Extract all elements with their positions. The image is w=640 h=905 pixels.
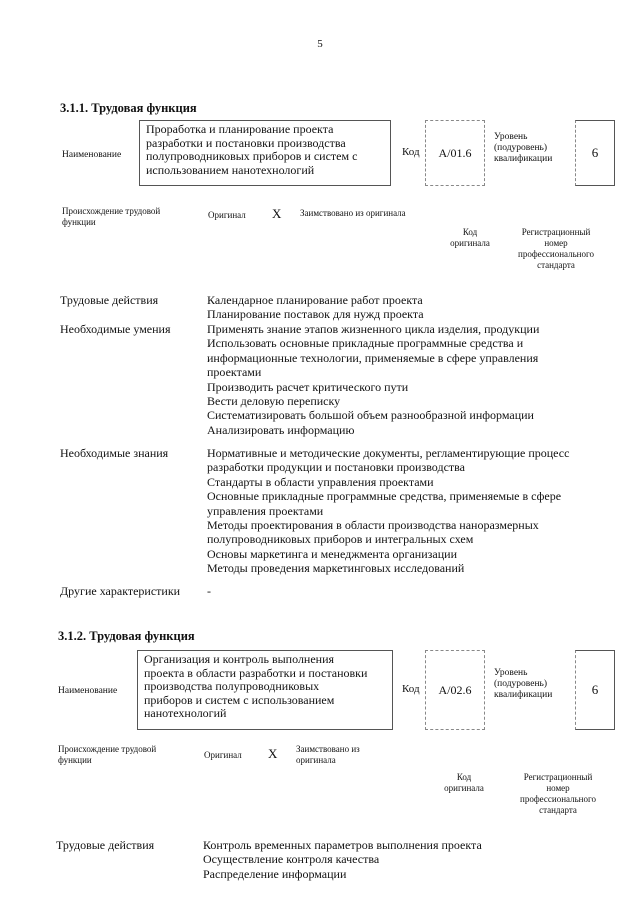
function-name-line: производства полупроводниковых	[144, 679, 320, 693]
reg-number-line: профессионального	[520, 794, 596, 804]
level-box	[575, 120, 615, 186]
level-box	[575, 650, 615, 730]
code-label: Код	[402, 683, 420, 695]
function-name-line: полупроводниковых приборов и систем с	[146, 149, 358, 163]
origin-label-line: функции	[62, 217, 96, 227]
original-mark: X	[268, 746, 278, 761]
function-name-line: использованием нанотехнологий	[146, 162, 315, 177]
row-line: Распределение информации	[203, 866, 347, 881]
row-line: Систематизировать большой объем разнообразной информации	[207, 408, 534, 423]
borrowed-label-line: Заимствовано из оригинала	[300, 208, 406, 218]
function-name-line: приборов и систем с использованием	[144, 692, 335, 707]
row-skills	[207, 322, 612, 437]
original-label: Оригинал	[204, 750, 242, 760]
original-mark: X	[272, 206, 282, 221]
origin-label-line: Происхождение трудовой	[62, 206, 161, 216]
level-label-line: Уровень	[494, 132, 528, 142]
level-label-line: (подуровень)	[494, 679, 548, 689]
level-label-line: квалификации	[494, 690, 553, 700]
level-value: 6	[591, 145, 599, 160]
row-labor-actions	[203, 838, 608, 881]
code-value: A/02.6	[438, 682, 472, 697]
row-line: полупроводниковых приборов и интегральных схем	[207, 532, 474, 547]
row-line: Вести деловую переписку	[207, 394, 341, 409]
borrowed-label-line: оригинала	[296, 755, 336, 765]
reg-number-line: Регистрационный	[523, 772, 593, 782]
row-line: Нормативные и методические документы, регламентирующие процесс	[207, 446, 570, 460]
row-line: Методы проектирования в области производства наноразмерных	[207, 518, 539, 533]
code-original-label	[438, 227, 502, 249]
borrowed-label	[300, 208, 406, 219]
original-label: Оригинал	[208, 210, 246, 220]
section-title: 3.1.2. Трудовая функция	[58, 629, 195, 643]
function-name-line: Организация и контроль выполнения	[144, 652, 335, 666]
row-line: Основные прикладные программные средства, применяемые в сфере	[207, 489, 562, 504]
level-label	[494, 132, 552, 165]
reg-number-line: номер	[544, 238, 568, 248]
row-labor-actions	[207, 293, 612, 322]
reg-number-label	[510, 772, 606, 816]
row-line: проектами	[207, 365, 262, 380]
level-label-line: (подуровень)	[494, 143, 548, 153]
row-label-labor-actions: Трудовые действия	[60, 293, 159, 307]
row-line: управления проектами	[207, 503, 324, 518]
page-number: 5	[317, 38, 323, 50]
code-original-line: Код	[462, 227, 478, 237]
reg-number-label	[508, 227, 604, 271]
code-original-line: Код	[456, 772, 472, 782]
function-name-line: Проработка и планирование проекта	[146, 122, 334, 136]
row-line: Производить расчет критического пути	[207, 379, 409, 394]
code-original-label	[432, 772, 496, 794]
row-line: -	[207, 584, 211, 598]
row-line: Применять знание этапов жизненного цикла изделия, продукции	[207, 322, 540, 336]
function-name-line: нанотехнологий	[144, 706, 227, 720]
code-label: Код	[402, 146, 420, 158]
function-name-line: разработки и постановки производства	[146, 135, 346, 150]
level-label-line: Уровень	[494, 668, 528, 678]
name-label: Наименование	[62, 150, 122, 160]
row-line: Основы маркетинга и менеджмента организации	[207, 546, 457, 561]
code-box	[425, 120, 485, 186]
row-label-knowledge: Необходимые знания	[60, 446, 169, 460]
reg-number-line: стандарта	[537, 260, 575, 270]
code-original-line: оригинала	[444, 783, 484, 793]
name-label: Наименование	[58, 686, 118, 696]
reg-number-line: номер	[546, 783, 570, 793]
code-box	[425, 650, 485, 730]
reg-number-line: стандарта	[539, 805, 577, 815]
reg-number-line: Регистрационный	[521, 227, 591, 237]
row-line: Планирование поставок для нужд проекта	[207, 307, 424, 322]
function-name-box	[137, 650, 393, 730]
level-value: 6	[591, 682, 599, 697]
row-line: информационные технологии, применяемые в сфере управления	[207, 350, 539, 365]
row-line: Методы проведения маркетинговых исследований	[207, 561, 465, 576]
level-label-line: квалификации	[494, 154, 553, 164]
row-label-other: Другие характеристики	[60, 584, 181, 598]
reg-number-line: профессионального	[518, 249, 594, 259]
row-line: Календарное планирование работ проекта	[207, 293, 423, 307]
origin-label-line: функции	[58, 755, 92, 765]
origin-label-line: Происхождение трудовой	[58, 744, 157, 754]
function-name-line: проекта в области разработки и постановки	[144, 665, 368, 680]
row-label-labor-actions: Трудовые действия	[56, 838, 155, 852]
row-line: Стандарты в области управления проектами	[207, 474, 434, 489]
row-knowledge	[207, 446, 612, 576]
borrowed-label-line: Заимствовано из	[296, 744, 360, 754]
row-other	[207, 584, 612, 598]
code-value: A/01.6	[438, 145, 472, 160]
row-line: Использовать основные прикладные программные средства и	[207, 336, 524, 351]
row-label-skills: Необходимые умения	[60, 322, 171, 336]
section-title: 3.1.1. Трудовая функция	[60, 101, 197, 115]
code-original-line: оригинала	[450, 238, 490, 248]
level-label	[494, 668, 552, 701]
origin-label	[62, 206, 160, 228]
origin-label	[58, 744, 156, 766]
row-line: Анализировать информацию	[207, 422, 355, 437]
function-name-box	[139, 120, 391, 186]
row-line: разработки продукции и постановки производства	[207, 460, 465, 475]
borrowed-label	[296, 744, 360, 766]
row-line: Контроль временных параметров выполнения проекта	[203, 838, 482, 852]
row-line: Осуществление контроля качества	[203, 852, 380, 867]
